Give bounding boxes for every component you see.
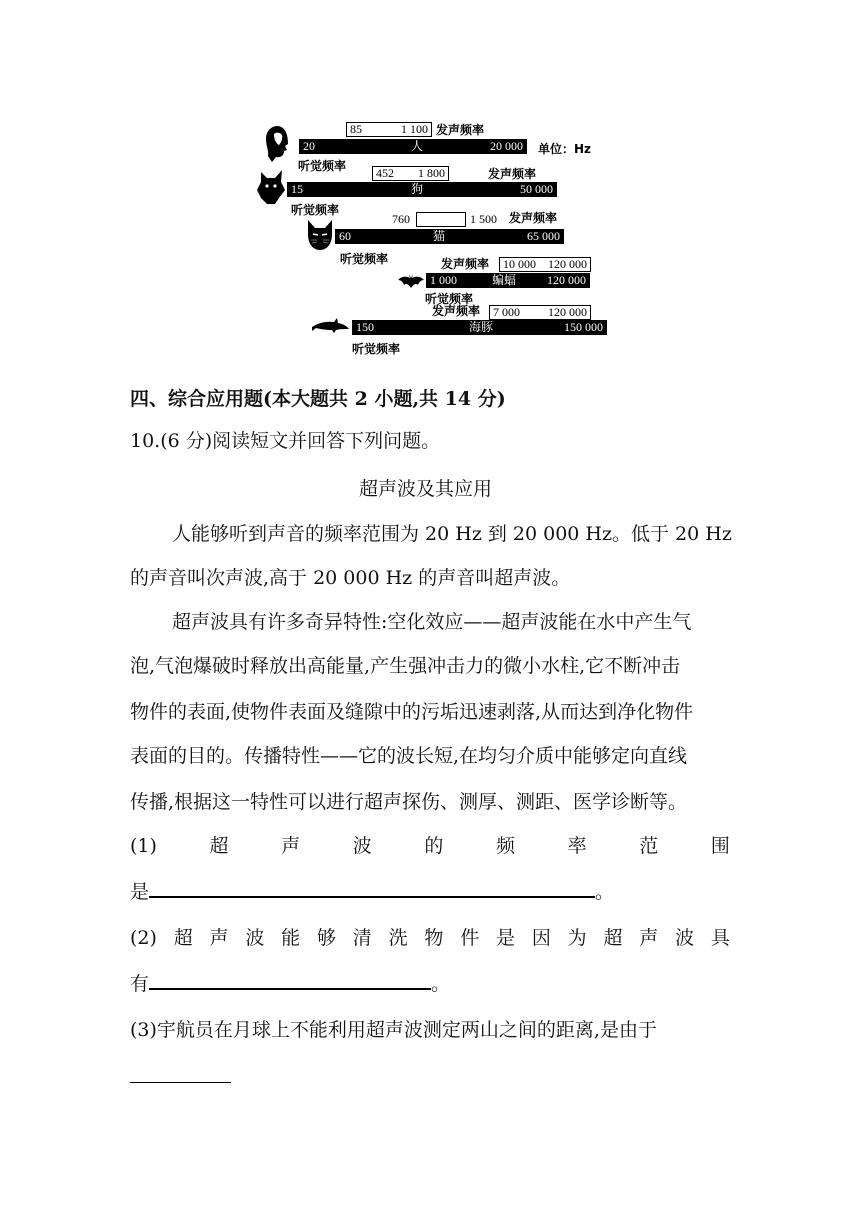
cat-hear-low: 60	[339, 229, 351, 243]
human-hear-low: 20	[303, 139, 315, 153]
human-hear-label: 听觉频率	[298, 159, 347, 173]
dog-animal-name: 狗	[411, 182, 424, 196]
q3-answer-blank[interactable]	[130, 1082, 231, 1083]
q2-char: 件	[460, 927, 480, 949]
para2-line5: 传播,根据这一特性可以进行超声探伤、测厚、测距、医学诊断等。	[130, 791, 688, 813]
cat-emit-label: 发声频率	[509, 211, 558, 225]
q2-end: 。	[431, 973, 451, 995]
dolphin-icon	[310, 317, 350, 335]
q2-char: 物	[424, 927, 444, 949]
question-2-line	[130, 925, 730, 951]
q1-char: 波	[352, 835, 372, 857]
q2-char: 是	[496, 927, 516, 949]
q2-char: 具	[710, 927, 730, 949]
para1-line2: 的声音叫次声波,高于 20 000 Hz 的声音叫超声波。	[130, 567, 571, 589]
bat-emit-low: 10 000	[503, 257, 536, 271]
cat-head-icon	[305, 218, 335, 252]
q2-char: 为	[567, 927, 587, 949]
q1-char: 超	[209, 835, 229, 857]
question-1-line	[130, 833, 730, 859]
bat-hear-bar	[426, 273, 590, 288]
article-title: 超声波及其应用	[359, 478, 493, 500]
q1-char: 围	[710, 835, 730, 857]
q2-char: 清	[352, 927, 372, 949]
q1-char: 声	[281, 835, 301, 857]
q2-char: 洗	[388, 927, 408, 949]
dolphin-hear-bar	[352, 320, 607, 335]
human-hear-bar	[299, 139, 527, 154]
q2-answer-blank[interactable]	[149, 972, 431, 990]
cat-emit-low: 760	[392, 212, 410, 226]
cat-animal-name: 猫	[433, 229, 446, 243]
human-emit-low: 85	[350, 122, 362, 136]
frequency-range-figure	[0, 0, 860, 370]
dog-head-icon	[255, 168, 287, 206]
bat-icon	[398, 272, 424, 290]
dog-hear-high: 50 000	[520, 182, 553, 196]
q2-char: 波	[245, 927, 265, 949]
cat-emit-box	[416, 212, 466, 227]
q2-char: 超	[173, 927, 193, 949]
dolphin-hear-low: 150	[356, 320, 374, 334]
dolphin-emit-high: 120 000	[548, 305, 587, 319]
question-2-answer-line	[130, 971, 450, 997]
bat-animal-name: 蝙蝠	[492, 273, 517, 287]
q1-prefix: 是	[130, 881, 150, 903]
dolphin-animal-name: 海豚	[469, 320, 494, 334]
q1-char: 率	[567, 835, 587, 857]
question-10-stem: 10.(6 分)阅读短文并回答下列问题。	[130, 430, 441, 452]
question-3-line: (3)宇航员在月球上不能利用超声波测定两山之间的距离,是由于	[130, 1019, 657, 1041]
q2-char: 能	[281, 927, 301, 949]
para2-line4: 表面的目的。传播特性——它的波长短,在均匀介质中能够定向直线	[130, 745, 688, 767]
unit-label: 单位：Hz	[538, 142, 592, 156]
q2-prefix: 有	[130, 973, 150, 995]
q2-char: 波	[675, 927, 695, 949]
q2-char: 声	[639, 927, 659, 949]
dog-hear-bar	[287, 182, 557, 197]
cat-emit-high: 1 500	[470, 212, 497, 226]
q1-char: (1)	[130, 835, 157, 857]
q1-char: 的	[424, 835, 444, 857]
cat-hear-bar	[335, 229, 564, 244]
human-animal-name: 人	[411, 139, 424, 153]
human-emit-high: 1 100	[401, 122, 428, 136]
bat-emit-high: 120 000	[548, 257, 587, 271]
q2-char: 声	[209, 927, 229, 949]
para2-line3: 物件的表面,使物件表面及缝隙中的污垢迅速剥落,从而达到净化物件	[130, 701, 694, 723]
cat-hear-label: 听觉频率	[340, 252, 389, 266]
cat-hear-high: 65 000	[527, 229, 560, 243]
para2-line1: 超声波具有许多奇异特性:空化效应——超声波能在水中产生气	[172, 611, 692, 633]
human-emit-box	[346, 122, 432, 137]
bat-emit-label: 发声频率	[441, 257, 490, 271]
human-emit-label: 发声频率	[436, 123, 485, 137]
para1-line1: 人能够听到声音的频率范围为 20 Hz 到 20 000 Hz。低于 20 Hz	[172, 523, 732, 545]
q2-char: 因	[531, 927, 551, 949]
q1-char: 频	[496, 835, 516, 857]
dog-emit-high: 1 800	[418, 166, 445, 180]
bat-hear-high: 120 000	[547, 273, 586, 287]
human-hear-high: 20 000	[490, 139, 523, 153]
q2-char: 够	[316, 927, 336, 949]
bat-hear-low: 1 000	[430, 273, 457, 287]
q2-char: 超	[603, 927, 623, 949]
bat-hear-label: 听觉频率	[425, 292, 474, 306]
human-head-icon	[262, 124, 294, 164]
dog-emit-low: 452	[376, 166, 394, 180]
dog-emit-box	[372, 166, 449, 181]
dolphin-emit-low: 7 000	[493, 305, 520, 319]
bat-emit-box	[499, 257, 591, 272]
q2-char: (2)	[130, 927, 157, 949]
para2-line2: 泡,气泡爆破时释放出高能量,产生强冲击力的微小水柱,它不断冲击	[130, 655, 681, 677]
dolphin-emit-box	[489, 305, 591, 320]
dolphin-emit-label: 发声频率	[432, 304, 481, 318]
q1-answer-blank[interactable]	[149, 880, 595, 898]
dolphin-hear-high: 150 000	[564, 320, 603, 334]
q1-char: 范	[639, 835, 659, 857]
dog-hear-label: 听觉频率	[291, 203, 340, 217]
section-title: 四、综合应用题(本大题共 2 小题,共 14 分)	[130, 388, 506, 410]
q1-end: 。	[595, 881, 615, 903]
question-1-answer-line	[130, 879, 614, 905]
dolphin-hear-label: 听觉频率	[352, 342, 401, 356]
dog-emit-label: 发声频率	[488, 167, 537, 181]
dog-hear-low: 15	[291, 182, 303, 196]
